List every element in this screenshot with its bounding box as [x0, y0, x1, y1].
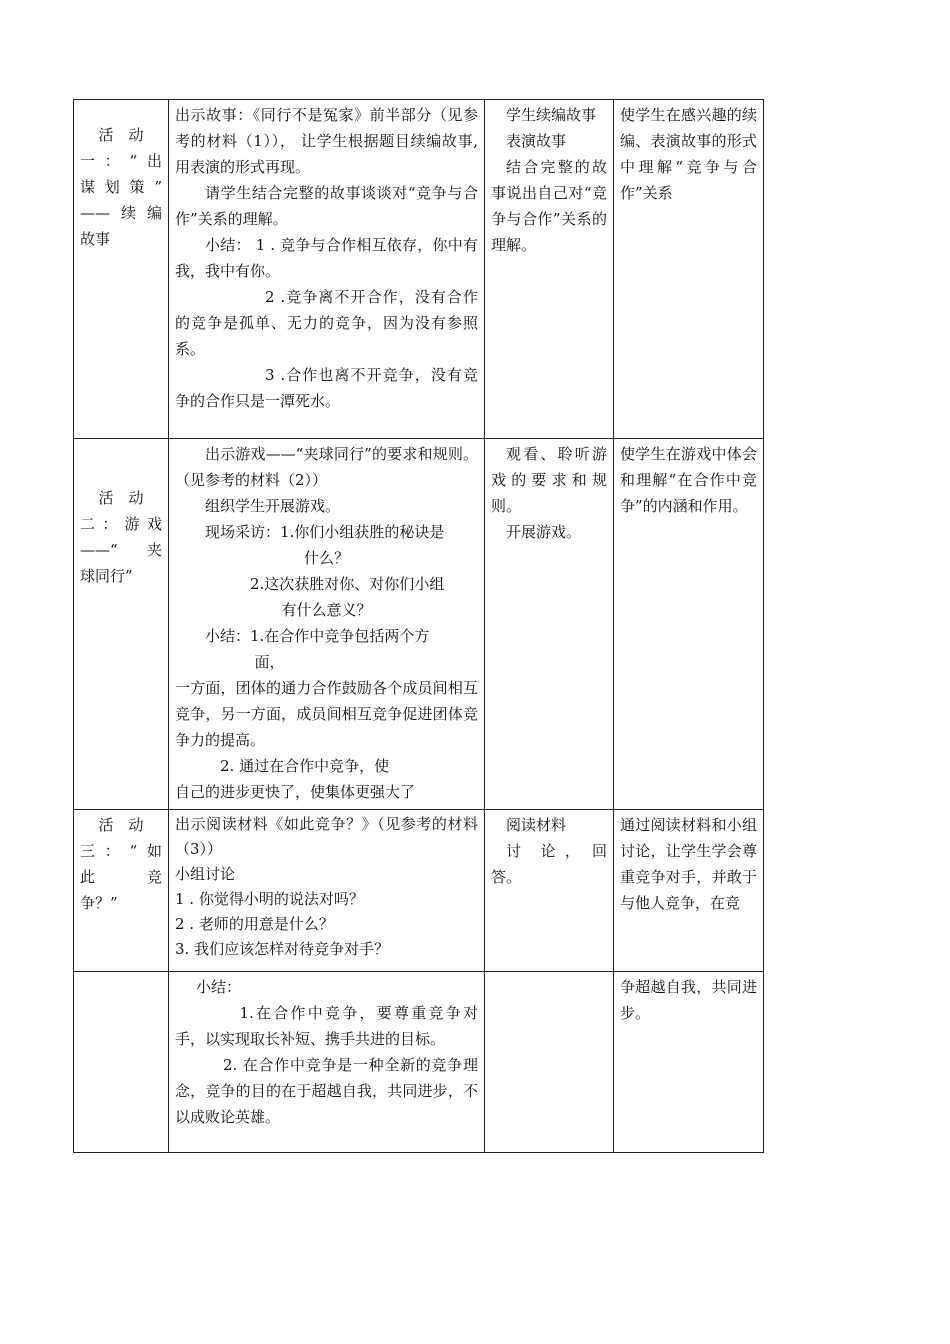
content-paragraph: 2.这次获胜对你、对你们小组 [250, 575, 445, 593]
student-paragraph: 表演故事 [506, 132, 567, 150]
activity-line: 一：“出 [80, 152, 162, 170]
student-paragraph: 讨 论 ， 回答。 [491, 842, 607, 886]
activity-cell [74, 810, 169, 972]
student-paragraph: 学生续编故事 [506, 106, 597, 124]
activity-line: 活 动 [98, 126, 144, 144]
student-activity-cell [485, 810, 614, 972]
purpose-paragraph: 争超越自我，共同进步。 [620, 978, 757, 1022]
content-paragraph: 小结： [196, 978, 242, 996]
activity-line: 二：游戏 [80, 515, 162, 533]
purpose-paragraph: 通过阅读材料和小组讨论，让学生学会尊重竞争对手，并敢于与他人竞争，在竞 [620, 816, 757, 912]
purpose-cell [614, 972, 764, 1153]
activity-cell [74, 972, 169, 1153]
content-paragraph: 2. 在合作中竞争是一种全新的竞争理念，竞争的目的在于超越自我，共同进步，不以成败论英雄。 [175, 1056, 478, 1126]
content-paragraph: 1.在合作中竞争，要尊重竞争对手，以实现取长补短、携手共进的目标。 [175, 1004, 478, 1048]
activity-line: 谋划策” [80, 178, 162, 196]
student-paragraph: 阅读材料 [506, 816, 567, 834]
content-cell [169, 972, 485, 1153]
content-paragraph: 什么？ [303, 549, 349, 567]
table-row [74, 439, 764, 810]
purpose-paragraph: 使学生在游戏中体会和理解“在合作中竞争”的内涵和作用。 [620, 445, 757, 515]
activity-line: ——续编 [80, 204, 162, 222]
content-paragraph: 1 . 你觉得小明的说法对吗？ [175, 890, 364, 908]
purpose-cell [614, 439, 764, 810]
purpose-cell [614, 100, 764, 439]
activity-line: 球同行” [80, 567, 133, 585]
student-paragraph: 开展游戏。 [506, 523, 582, 541]
content-paragraph: 2 .竞争离不开合作，没有合作的竞争是孤单、无力的竞争，因为没有参照系。 [175, 288, 478, 358]
content-paragraph: 请学生结合完整的故事谈谈对“竞争与合作”关系的理解。 [175, 184, 478, 228]
activity-line: 三：“如 [80, 842, 162, 860]
student-activity-cell [485, 439, 614, 810]
student-paragraph: 结合完整的故事说出自己对“竞争与合作”关系的理解。 [491, 158, 607, 254]
student-activity-cell [485, 100, 614, 439]
table-row [74, 972, 764, 1153]
activity-cell [74, 439, 169, 810]
content-paragraph: 自己的进步更快了，使集体更强大了 [175, 783, 416, 801]
activity-line: 活 动 [98, 489, 144, 507]
student-paragraph: 观看、聆听游戏的要求和规则。 [491, 445, 607, 515]
content-paragraph: 出示故事：《同行不是冤家》前半部分（见参考的材料（1））， 让学生根据题目续编故事,用表演的形式再现。 [175, 106, 478, 176]
content-paragraph: 小结： 1 . 竞争与合作相互依存，你中有我，我中有你。 [175, 236, 478, 280]
table-row [74, 100, 764, 439]
content-paragraph: 出示游戏——“夹球同行”的要求和规则。（见参考的材料（2）） [175, 445, 478, 489]
content-paragraph: 面， [254, 653, 285, 671]
content-paragraph: 2. 通过在合作中竞争，使 [220, 757, 390, 775]
content-paragraph: 出示阅读材料《如此竞争？》（见参考的材料（3）） [175, 815, 478, 858]
content-cell [169, 100, 485, 439]
content-cell [169, 810, 485, 972]
lesson-plan-table [73, 99, 764, 1153]
content-paragraph: 2 . 老师的用意是什么？ [175, 915, 334, 933]
activity-line: 故事 [80, 230, 111, 248]
content-cell [169, 439, 485, 810]
purpose-cell [614, 810, 764, 972]
content-paragraph: 一方面，团体的通力合作鼓励各个成员间相互竞争，另一方面，成员间相互竞争促进团体竞争力的提高。 [175, 679, 478, 749]
activity-line: 争？” [80, 894, 118, 912]
content-paragraph: 组织学生开展游戏。 [205, 497, 341, 515]
content-paragraph: 现场采访：1.你们小组获胜的秘诀是 [205, 523, 445, 541]
content-paragraph: 小结：1.在合作中竞争包括两个方 [205, 627, 430, 645]
activity-cell [74, 100, 169, 439]
activity-line: 此 竞 [80, 868, 162, 886]
content-paragraph: 3. 我们应该怎样对待竞争对手？ [175, 940, 390, 958]
activity-line: 活 动 [98, 816, 144, 834]
activity-line: ——“夹 [80, 541, 162, 559]
content-paragraph: 有什么意义？ [281, 601, 372, 619]
content-paragraph: 小组讨论 [175, 865, 236, 883]
purpose-paragraph: 使学生在感兴趣的续编、表演故事的形式中理解“竞争与合作”关系 [620, 106, 757, 202]
student-activity-cell [485, 972, 614, 1153]
content-paragraph: 3 .合作也离不开竞争，没有竞争的合作只是一潭死水。 [175, 366, 478, 410]
table-row [74, 810, 764, 972]
